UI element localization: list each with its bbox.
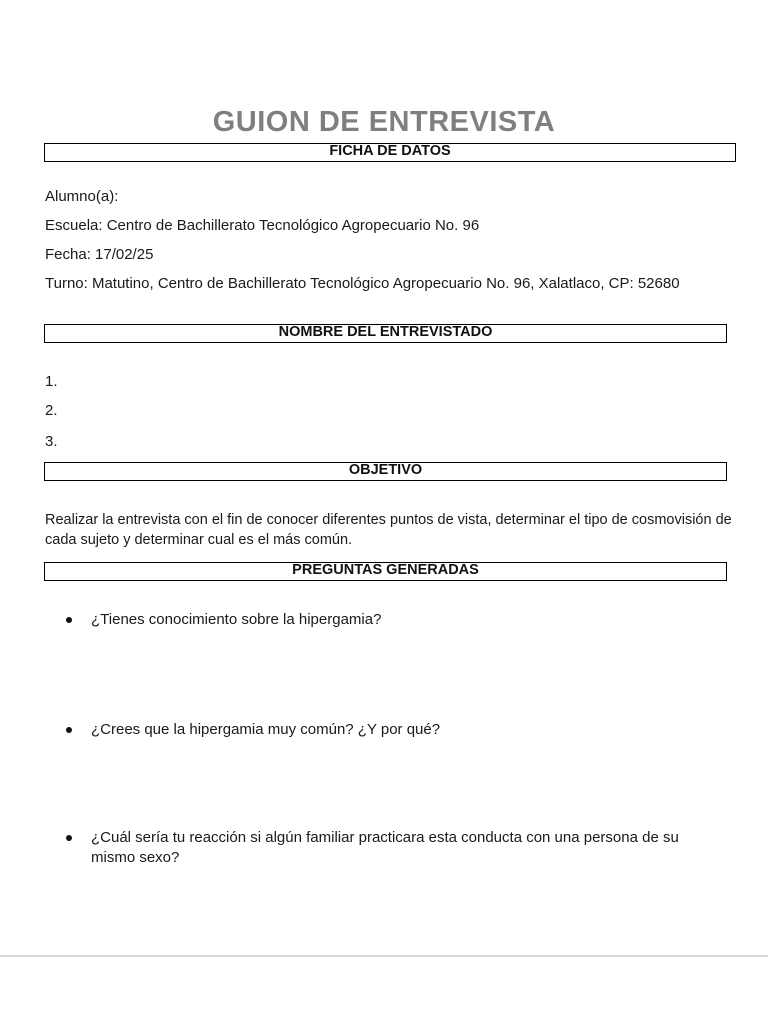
bullet-icon [66,617,72,623]
question-text: ¿Tienes conocimiento sobre la hipergamia? [91,611,382,628]
section-header-label: PREGUNTAS GENERADAS [292,562,479,578]
field-fecha: Fecha: 17/02/25 [45,246,154,263]
interviewee-item-2: 2. [45,402,58,419]
field-escuela: Escuela: Centro de Bachillerato Tecnológico Agropecuario No. 96 [45,217,480,234]
question-text: ¿Crees que la hipergamia muy común? ¿Y por qué? [91,721,441,738]
interviewee-item-1: 1. [45,373,58,390]
page-gap [0,957,768,1024]
section-header-objetivo [44,462,727,481]
field-turno: Turno: Matutino, Centro de Bachillerato Tecnológico Agropecuario No. 96, Xalatlaco, CP: 52680 [45,275,680,292]
section-header-label: NOMBRE DEL ENTREVISTADO [278,324,493,340]
bullet-icon [66,727,72,733]
bullet-icon [66,835,72,841]
section-header-ficha-de-datos [44,143,736,162]
objective-text: Realizar la entrevista con el fin de conocer diferentes puntos de vista, determinar el tipo de cosmovisión de cada sujeto y determinar cual es el más común. [45,512,732,548]
section-header-nombre-entrevistado [44,324,727,343]
interviewee-item-3: 3. [45,433,58,450]
field-alumno: Alumno(a): [45,188,119,205]
question-text: ¿Cuál sería tu reacción si algún familiar practicara esta conducta con una persona de su mismo sexo? [91,829,679,866]
section-header-label: OBJETIVO [348,462,423,478]
section-header-label: FICHA DE DATOS [329,143,451,159]
section-header-preguntas-generadas [44,562,727,581]
document-title: GUION DE ENTREVISTA [212,106,556,138]
